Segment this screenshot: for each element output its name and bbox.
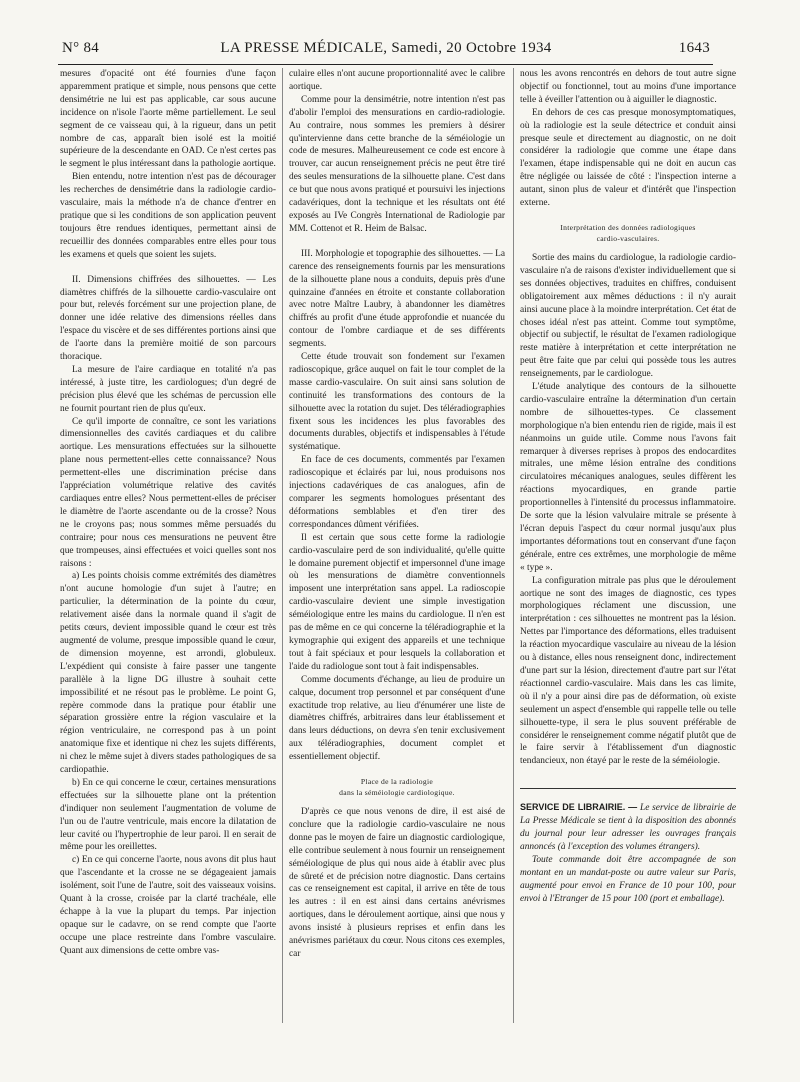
column-divider: [513, 68, 514, 1023]
column-1: [60, 68, 276, 958]
paragraph: L'étude analytique des contours de la silhouette cardio-vasculaire entraîne la détermination d'un certain nombre de silhouettes-types. Ce classement morphologique n'a bien entendu rien de rigide, mais il est néanmoins un guide utile. Comme nous l'avons fait remarquer à diverses reprises à propos des endocardites mitrales, une même lésion entraîne des conditions circulatoires mécaniques analogues, seules diffèrent les réactions myocardiques, en grande partie proportionnelles à l'intensité du processus inflammatoire. De sorte que la lésion valvulaire mitrale se présente à l'écran depuis l'aspect du cœur normal jusqu'aux plus importantes déformations tout en conservant d'une façon générale, entre ces extrêmes, une morphologie de même « type ».: [520, 382, 736, 573]
section-heading: [289, 776, 505, 798]
paragraph: c) En ce qui concerne l'aorte, nous avons dit plus haut que l'ascendante et la crosse ne se dégageaient jamais isolément, soit l'une de l'autre, soit des vaisseaux voisins. Quant à la crosse, croisée par la clarté trachéale, elle échappe à la vue la plupart du temps. Par injection opaque sur le cadavre, on se rend compte que l'aorte occupe une place restreinte dans l'ombre vasculaire. Quant aux dimensions de cette ombre vas-: [60, 855, 276, 956]
paragraph: mesures d'opacité ont été fournies d'une façon apparemment pratique et simple, nous pensons que cette densimétrie ne lui est pas applicable, car sous aucune incidence on n'isole l'aorte même partiellement. Le seul segment de ce vaisseau qui, à la rigueur, dans un petit nombre de cas, apparaît bien isolé est la moitié supérieure de la descendante en OAD. Ce n'est certes pas le segment le plus intéressant dans la pathologie aortique.: [60, 69, 276, 170]
paragraph: nous les avons rencontrés en dehors de tout autre signe objectif ou fonctionnel, tout au moins d'une importance telle à éveiller l'attention ou à aiguiller le diagnostic.: [520, 69, 736, 105]
paragraph: Il est certain que sous cette forme la radiologie cardio-vasculaire perd de son individualité, qu'elle quitte le domaine purement objectif et impersonnel d'une image où les mensurations de diamètre conventionnels imposent une interprétation sans appel. La radioscopie cardio-vasculaire devient une simple investigation séméiologique entre les mains du cardiologue. Il n'en est pas de même en ce qui concerne la téléradiographie et la kymographie qui exigent des appareils et une technique tout à fait spéciaux et pour lesquels la collaboration et l'aide du radiologue sont tout à fait indispensables.: [289, 532, 505, 672]
section-heading: [520, 222, 736, 244]
paragraph: En dehors de ces cas presque monosymptomatiques, où la radiologie est la seule détectrice et conduit ainsi presque seule et directement au diagnostic, on ne doit considérer la radiologie que comme une étape dans l'examen, étape indispensable qui ne doit en aucun cas être négligée ou laissée de côté : l'inspection interne a autant, sinon plus de valeur et d'intérêt que l'inspection externe.: [520, 107, 736, 209]
section-paragraph: III. Morphologie et topographie des silhouettes. — La carence des renseignements fournis par les mensurations de la silhouette plane nous a conduits, depuis près d'une quinzaine d'années en étroite et constante collaboration avec notre Maître Laubry, à abandonner les diamètres chiffrés au profit d'une étude approfondie et nuancée du contour de l'ombre cardiaque et de ses différents segments.: [289, 248, 505, 350]
issue-number: N° 84: [62, 40, 100, 56]
notice-body: Toute commande doit être accompagnée de son montant en un mandat-poste ou autre valeur sur Paris, augmenté pour envoi en France de 10 pour 100, pour envoi à l'Etranger de 15 pour 100 (port et emballage).: [520, 854, 736, 904]
column-3: [520, 68, 736, 905]
paragraph: Comme pour la densimétrie, notre intention n'est pas d'abolir l'emploi des mensurations en cardio-radiologie. Au contraire, nous sommes les premiers à désirer qu'intervienne dans cette branche de la séméiologie un code de mesures. Malheureusement ce code est encore à trouver, car aucun renseignement précis ne peut être tiré des seules mensurations de la silhouette plane. C'est dans ce but que nous avons pratiqué et poursuivi les injections cadavériques, dont la technique et les résultats ont été exposés au IVe Congrès International de Radiologie par MM. Cottenot et R. Heim de Balsac.: [289, 94, 505, 234]
paragraph: En face de ces documents, commentés par l'examen radioscopique et éclairés par lui, nous produisons nos injections cadavériques de cas analogues, afin de comparer les segments homologues présentant des déformations semblables et d'en tirer des correspondances dûment vérifiées.: [289, 455, 505, 530]
paragraph: Cette étude trouvait son fondement sur l'examen radioscopique, grâce auquel on fait le tour complet de la masse cardio-vasculaire. On suit ainsi sans solution de continuité les transformations des contours de la silhouette avec la rotation du sujet. Des téléradiographies fixent sous les incidences les plus favorables des documents durables, objectifs et indispensables à l'étude systématique.: [289, 352, 505, 453]
advert-rule: [520, 788, 736, 789]
paragraph: La mesure de l'aire cardiaque en totalité n'a pas intéressé, à juste titre, les cardiologues; d'un degré de précision plus élevé que les schémas de percussion elle ne fournit pourtant rien de plus qu'eux.: [60, 364, 276, 414]
paragraph: culaire elles n'ont aucune proportionnalité avec le calibre aortique.: [289, 69, 505, 92]
page-number: 1643: [678, 40, 710, 56]
paragraph: Sortie des mains du cardiologue, la radiologie cardio-vasculaire n'a de raisons d'exister individuellement que si ses données objectives, traduites en chiffres, conduisent obligatoirement aux mêmes déductions : il n'y aurait ainsi aucune place à la moindre interprétation. Cet état de choses idéal n'est pas atteint. Comme tout symptôme, objectif ou subjectif, le résultat de l'examen radiologique reste matière à interprétation et cette interprétation ne peut être faite que par celui qui possède tous les autres renseignements, par le cardiologue.: [520, 252, 736, 380]
journal-title: LA PRESSE MÉDICALE, Samedi, 20 Octobre 1934: [220, 40, 552, 56]
notice-body: Le service de librairie de La Presse Médicale se tient à la disposition des abonnés du journal pour leur adresser les ouvrages français annoncés (à l'exception des volumes étrangers).: [520, 803, 737, 852]
paragraph: a) Les points choisis comme extrémités des diamètres n'ont aucune homologie d'un sujet à l'autre; en particulier, la détermination de la pointe du cœur, relativement aisée dans la normale quand il s'agit de petits cœurs, devient impossible quand le cœur est très augmenté de volume, presque impossible quand le cœur, de dimension moyenne, est arrondi, globuleux. L'expédient qui consiste à faire passer une tangente parallèle à la ligne DG illustre à souhait cette impossibilité et ne résout pas le problème. Le point G, repère commode dans la pratique pour établir une séparation grossière entre la région vasculaire et la région ventriculaire, ne correspond pas à un point anatomique fixe et identique ni chez les sujets différents, ni chez le même sujet à divers stades pathologiques de sa cardiopathie.: [60, 571, 276, 776]
section-heading-line: dans la séméiologie cardiologique.: [339, 788, 455, 798]
paragraph: b) En ce qui concerne le cœur, certaines mensurations effectuées sur la silhouette plane ont la prétention d'indiquer non seulement l'augmentation de volume de l'un ou de l'autre ventricule, mais encore la dilatation de leur cavité ou l'hypertrophie de leur paroi. Il en serait de même pour les oreillettes.: [60, 777, 276, 853]
section-heading-line: Place de la radiologie: [360, 777, 434, 787]
section-paragraph: II. Dimensions chiffrées des silhouettes. — Les diamètres chiffrés de la silhouette cardio-vasculaire ont pour but, relevés forcément sur une projection plane, de donner une idée relative des dimensions réelles dans l'espace du viscère et de ses différentes portions ainsi que de l'aorte dans la première moitié de son parcours thoracique.: [60, 274, 276, 363]
page-header: [62, 40, 710, 62]
column-divider: [282, 68, 283, 1023]
library-service-notice: [520, 801, 736, 905]
paragraph: Bien entendu, notre intention n'est pas de décourager les recherches de densimétrie dans la radiologie cardio-vasculaire, mais la méthode n'a de chance d'entrer en pratique que si les conditions de son application peuvent toujours être rendues identiques, permettant ainsi de recueillir des données comparables entre elles pour tous les examens et quels que soient les sujets.: [60, 172, 276, 260]
notice-title: SERVICE DE LIBRAIRIE. —: [520, 802, 638, 813]
paragraph: Ce qu'il importe de connaître, ce sont les variations dimensionnelles des cavités cardiaques et du calibre aortique. Les mensurations effectuées sur la silhouette plane nous permettent-elles cette connaissance? Nous permettent-elles une discrimination précise dans l'appréciation volumétrique relative des cavités cardiaques entre elles? Nous permettent-elles de préciser le diamètre de l'aorte ascendante ou de la crosse? Nous ne le croyons pas; nous sommes même persuadés du contraire; pour nous ces mensurations ne peuvent être que trompeuses, ainsi effectuées et voici quelles sont nos raisons :: [60, 416, 276, 569]
paragraph: La configuration mitrale pas plus que le déroulement aortique ne sont des images de diagnostic, ces types morphologiques réclament une discussion, une interprétation : ces silhouettes ne montrent pas la lésion. Nettes par l'importance des déformations, elles traduisent la réaction myocardique vasculaire au niveau de la lésion ou à distance, elles nous renseignent donc, indirectement d'une part sur la lésion, directement d'autre part sur l'état réactionnel cardio-vasculaire. Mais dans les cas limite, où il n'y a pour ainsi dire pas de déformation, où existe seulement un aspect d'ensemble qui rappelle telle ou telle silhouette-type, il sera le plus souvent préférable de considérer le renseignement comme négatif plutôt que de le faire servir à l'établissement d'un diagnostic tendancieux, non étayé par le reste de la séméiologie.: [520, 575, 736, 767]
column-2: [289, 68, 505, 961]
paragraph: Comme documents d'échange, au lieu de produire un calque, document trop personnel et par conséquent d'une exactitude trop relative, au lieu d'énumérer une liste de diamètres chiffrés, arbitraires dans leur établissement et dans leurs déductions, on devra s'en tenir exclusivement aux téléradiographies, document complet et essentiellement objectif.: [289, 674, 505, 763]
paragraph: D'après ce que nous venons de dire, il est aisé de conclure que la radiologie cardio-vasculaire ne nous donne pas le moyen de faire un diagnostic cardiologique, elle contribue seulement à nous fournir un renseignement séméiologique de plus qui nous aide à établir avec plus de sûreté et de précision notre diagnostic. Dans certains cas ce renseignement est capital, il arrive en tête de tous les autres : il en est ainsi dans certains anévrismes aortiques, dans le déroulement aortique, ainsi que nous y avons insisté à plusieurs reprises et enfin dans les anévrismes pariétaux du cœur. Nous citons ces exemples, car: [289, 807, 505, 959]
section-heading-line: Interprétation des données radiologiques: [560, 222, 696, 232]
section-heading-line: cardio-vasculaires.: [596, 233, 660, 243]
header-rule: [58, 64, 713, 65]
